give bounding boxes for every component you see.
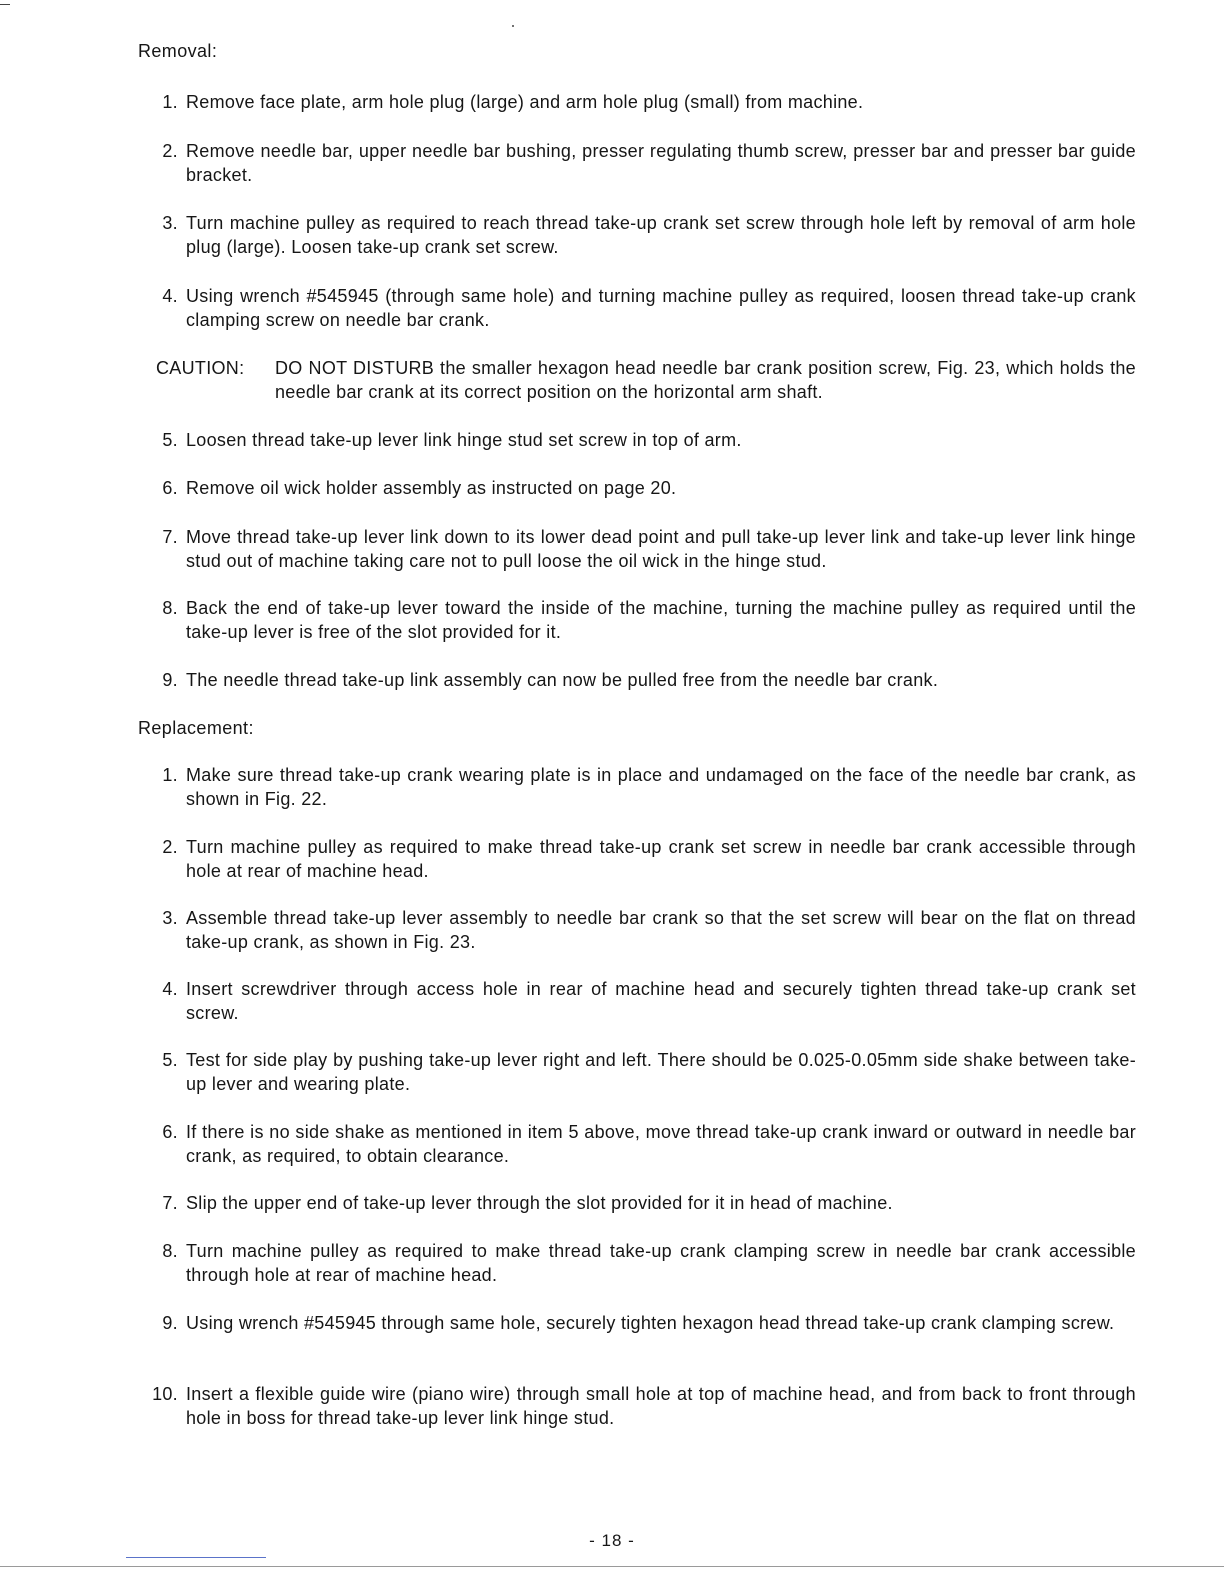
step-number: 5. xyxy=(162,430,178,450)
step-number: 5. xyxy=(162,1050,178,1070)
step-number: 7. xyxy=(162,1193,178,1213)
removal-step-4 xyxy=(150,284,1136,332)
step-number: 4. xyxy=(162,979,178,999)
footer-underline xyxy=(126,1557,266,1558)
step-text: Remove face plate, arm hole plug (large) and arm hole plug (small) from machine. xyxy=(186,92,864,112)
scan-speck xyxy=(512,25,514,27)
step-number: 3. xyxy=(162,213,178,233)
step-number: 6. xyxy=(162,1122,178,1142)
step-text: Back the end of take-up lever toward the inside of the machine, turning the machine pulley as required until the take-up lever is free of the slot provided for it. xyxy=(186,598,1136,642)
step-number: 8. xyxy=(162,1241,178,1261)
step-number: 8. xyxy=(162,598,178,618)
replacement-heading: Replacement: xyxy=(138,718,254,738)
step-text: Test for side play by pushing take-up lever right and left. There should be 0.025-0.05mm side shake between take-up lever and wearing plate. xyxy=(186,1050,1136,1094)
removal-step-8 xyxy=(150,596,1136,644)
step-number: 7. xyxy=(162,527,178,547)
step-number: 1. xyxy=(162,92,178,112)
step-number: 2. xyxy=(162,141,178,161)
page-number: - 18 - xyxy=(589,1531,635,1550)
removal-step-5 xyxy=(150,428,1136,452)
caution-label: CAUTION: xyxy=(156,358,245,378)
removal-step-2 xyxy=(150,139,1136,187)
step-number: 6. xyxy=(162,478,178,498)
caution-text: DO NOT DISTURB the smaller hexagon head needle bar crank position screw, Fig. 23, which holds the needle bar crank at its correct position on the horizontal arm shaft. xyxy=(275,358,1136,402)
replacement-step-5 xyxy=(150,1048,1136,1096)
step-text: Loosen thread take-up lever link hinge stud set screw in top of arm. xyxy=(186,430,742,450)
scan-corner-mark xyxy=(0,4,10,5)
removal-step-3 xyxy=(150,211,1136,259)
step-number: 1. xyxy=(162,765,178,785)
step-text: Remove oil wick holder assembly as instructed on page 20. xyxy=(186,478,677,498)
step-text: Remove needle bar, upper needle bar bushing, presser regulating thumb screw, presser bar and presser bar guide bracket. xyxy=(186,141,1136,185)
step-text: Slip the upper end of take-up lever through the slot provided for it in head of machine. xyxy=(186,1193,893,1213)
step-number: 4. xyxy=(162,286,178,306)
removal-step-9 xyxy=(150,668,1136,692)
step-text: Assemble thread take-up lever assembly to needle bar crank so that the set screw will bear on the flat on thread take-up crank, as shown in Fig. 23. xyxy=(186,908,1136,952)
step-text: Using wrench #545945 (through same hole) and turning machine pulley as required, loosen thread take-up crank clamping screw on needle bar crank. xyxy=(186,286,1136,330)
step-text: Insert screwdriver through access hole in rear of machine head and securely tighten thread take-up crank set screw. xyxy=(186,979,1136,1023)
replacement-step-10 xyxy=(150,1382,1136,1430)
replacement-step-3 xyxy=(150,906,1136,954)
replacement-step-9 xyxy=(150,1311,1136,1335)
removal-step-1 xyxy=(150,90,1136,114)
step-text: If there is no side shake as mentioned in item 5 above, move thread take-up crank inward or outward in needle bar crank, as required, to obtain clearance. xyxy=(186,1122,1136,1166)
replacement-step-6 xyxy=(150,1120,1136,1168)
removal-step-7 xyxy=(150,525,1136,573)
replacement-step-2 xyxy=(150,835,1136,883)
step-text: Insert a flexible guide wire (piano wire) through small hole at top of machine head, and from back to front through hole in boss for thread take-up lever link hinge stud. xyxy=(186,1384,1136,1428)
step-number: 2. xyxy=(162,837,178,857)
bottom-rule xyxy=(0,1566,1224,1567)
step-text: The needle thread take-up link assembly can now be pulled free from the needle bar crank. xyxy=(186,670,939,690)
step-text: Turn machine pulley as required to make thread take-up crank set screw in needle bar crank accessible through hole at rear of machine head. xyxy=(186,837,1136,881)
caution-note xyxy=(156,356,1136,404)
step-text: Turn machine pulley as required to make thread take-up crank clamping screw in needle bar crank accessible through hole at rear of machine head. xyxy=(186,1241,1136,1285)
step-text: Make sure thread take-up crank wearing plate is in place and undamaged on the face of the needle bar crank, as shown in Fig. 22. xyxy=(186,765,1136,809)
replacement-step-8 xyxy=(150,1239,1136,1287)
step-text: Move thread take-up lever link down to its lower dead point and pull take-up lever link and take-up lever link hinge stud out of machine taking care not to pull loose the oil wick in the hinge stud. xyxy=(186,527,1136,571)
step-number: 9. xyxy=(162,670,178,690)
replacement-step-4 xyxy=(150,977,1136,1025)
step-number: 3. xyxy=(162,908,178,928)
step-number: 9. xyxy=(162,1313,178,1333)
replacement-step-7 xyxy=(150,1191,1136,1215)
replacement-step-1 xyxy=(150,763,1136,811)
step-text: Using wrench #545945 through same hole, securely tighten hexagon head thread take-up crank clamping screw. xyxy=(186,1313,1115,1333)
step-text: Turn machine pulley as required to reach thread take-up crank set screw through hole left by removal of arm hole plug (large). Loosen take-up crank set screw. xyxy=(186,213,1136,257)
removal-heading: Removal: xyxy=(138,41,218,61)
step-number: 10. xyxy=(152,1384,178,1404)
removal-step-6 xyxy=(150,476,1136,500)
